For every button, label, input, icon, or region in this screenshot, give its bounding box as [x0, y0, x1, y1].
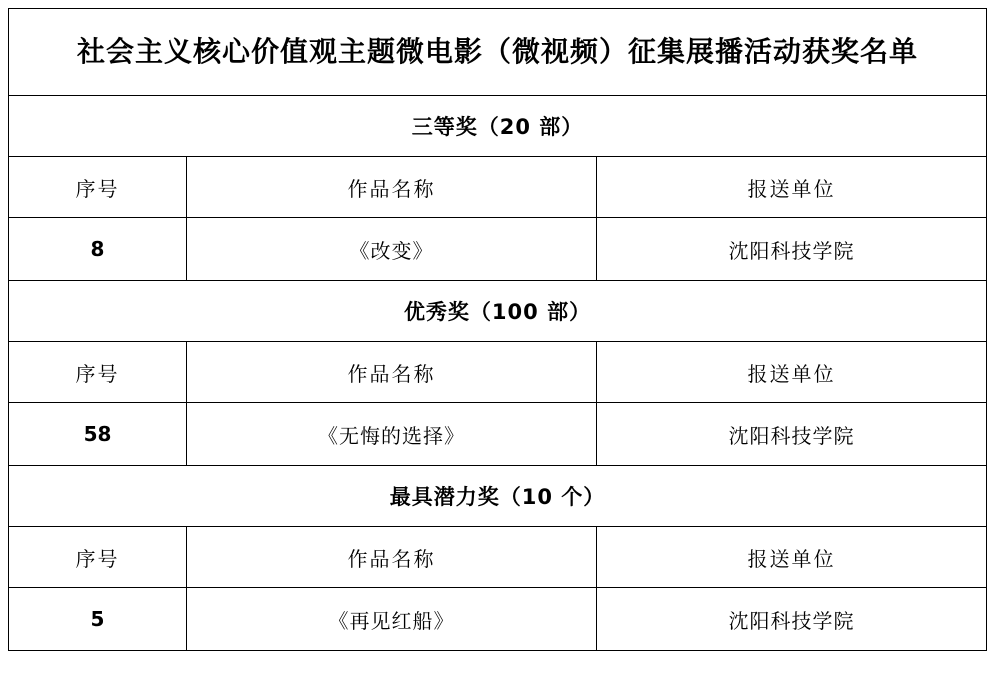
row-unit: 沈阳科技学院: [597, 403, 987, 466]
column-header-unit: 报送单位: [597, 342, 987, 403]
section-heading-row: [9, 466, 987, 527]
column-header-work: 作品名称: [187, 157, 597, 218]
column-header-index: 序号: [9, 527, 187, 588]
section-heading-most-potential-prize: 最具潜力奖（10 个）: [9, 466, 987, 527]
row-work: 《无悔的选择》: [187, 403, 597, 466]
column-header-row: [9, 342, 987, 403]
row-index: 5: [9, 588, 187, 651]
row-work: 《再见红船》: [187, 588, 597, 651]
row-work: 《改变》: [187, 218, 597, 281]
title-row: [9, 9, 987, 96]
row-index: 8: [9, 218, 187, 281]
column-header-unit: 报送单位: [597, 157, 987, 218]
column-header-row: [9, 157, 987, 218]
table-row: [9, 588, 987, 651]
row-unit: 沈阳科技学院: [597, 218, 987, 281]
column-header-index: 序号: [9, 157, 187, 218]
column-header-row: [9, 527, 987, 588]
section-heading-row: [9, 96, 987, 157]
row-unit: 沈阳科技学院: [597, 588, 987, 651]
document-title: 社会主义核心价值观主题微电影（微视频）征集展播活动获奖名单: [9, 9, 987, 96]
section-heading-row: [9, 281, 987, 342]
section-heading-third-prize: 三等奖（20 部）: [9, 96, 987, 157]
column-header-work: 作品名称: [187, 342, 597, 403]
table-row: [9, 403, 987, 466]
column-header-unit: 报送单位: [597, 527, 987, 588]
row-index: 58: [9, 403, 187, 466]
column-header-work: 作品名称: [187, 527, 597, 588]
table-row: [9, 218, 987, 281]
section-heading-excellence-prize: 优秀奖（100 部）: [9, 281, 987, 342]
column-header-index: 序号: [9, 342, 187, 403]
award-list-table: [8, 8, 987, 651]
